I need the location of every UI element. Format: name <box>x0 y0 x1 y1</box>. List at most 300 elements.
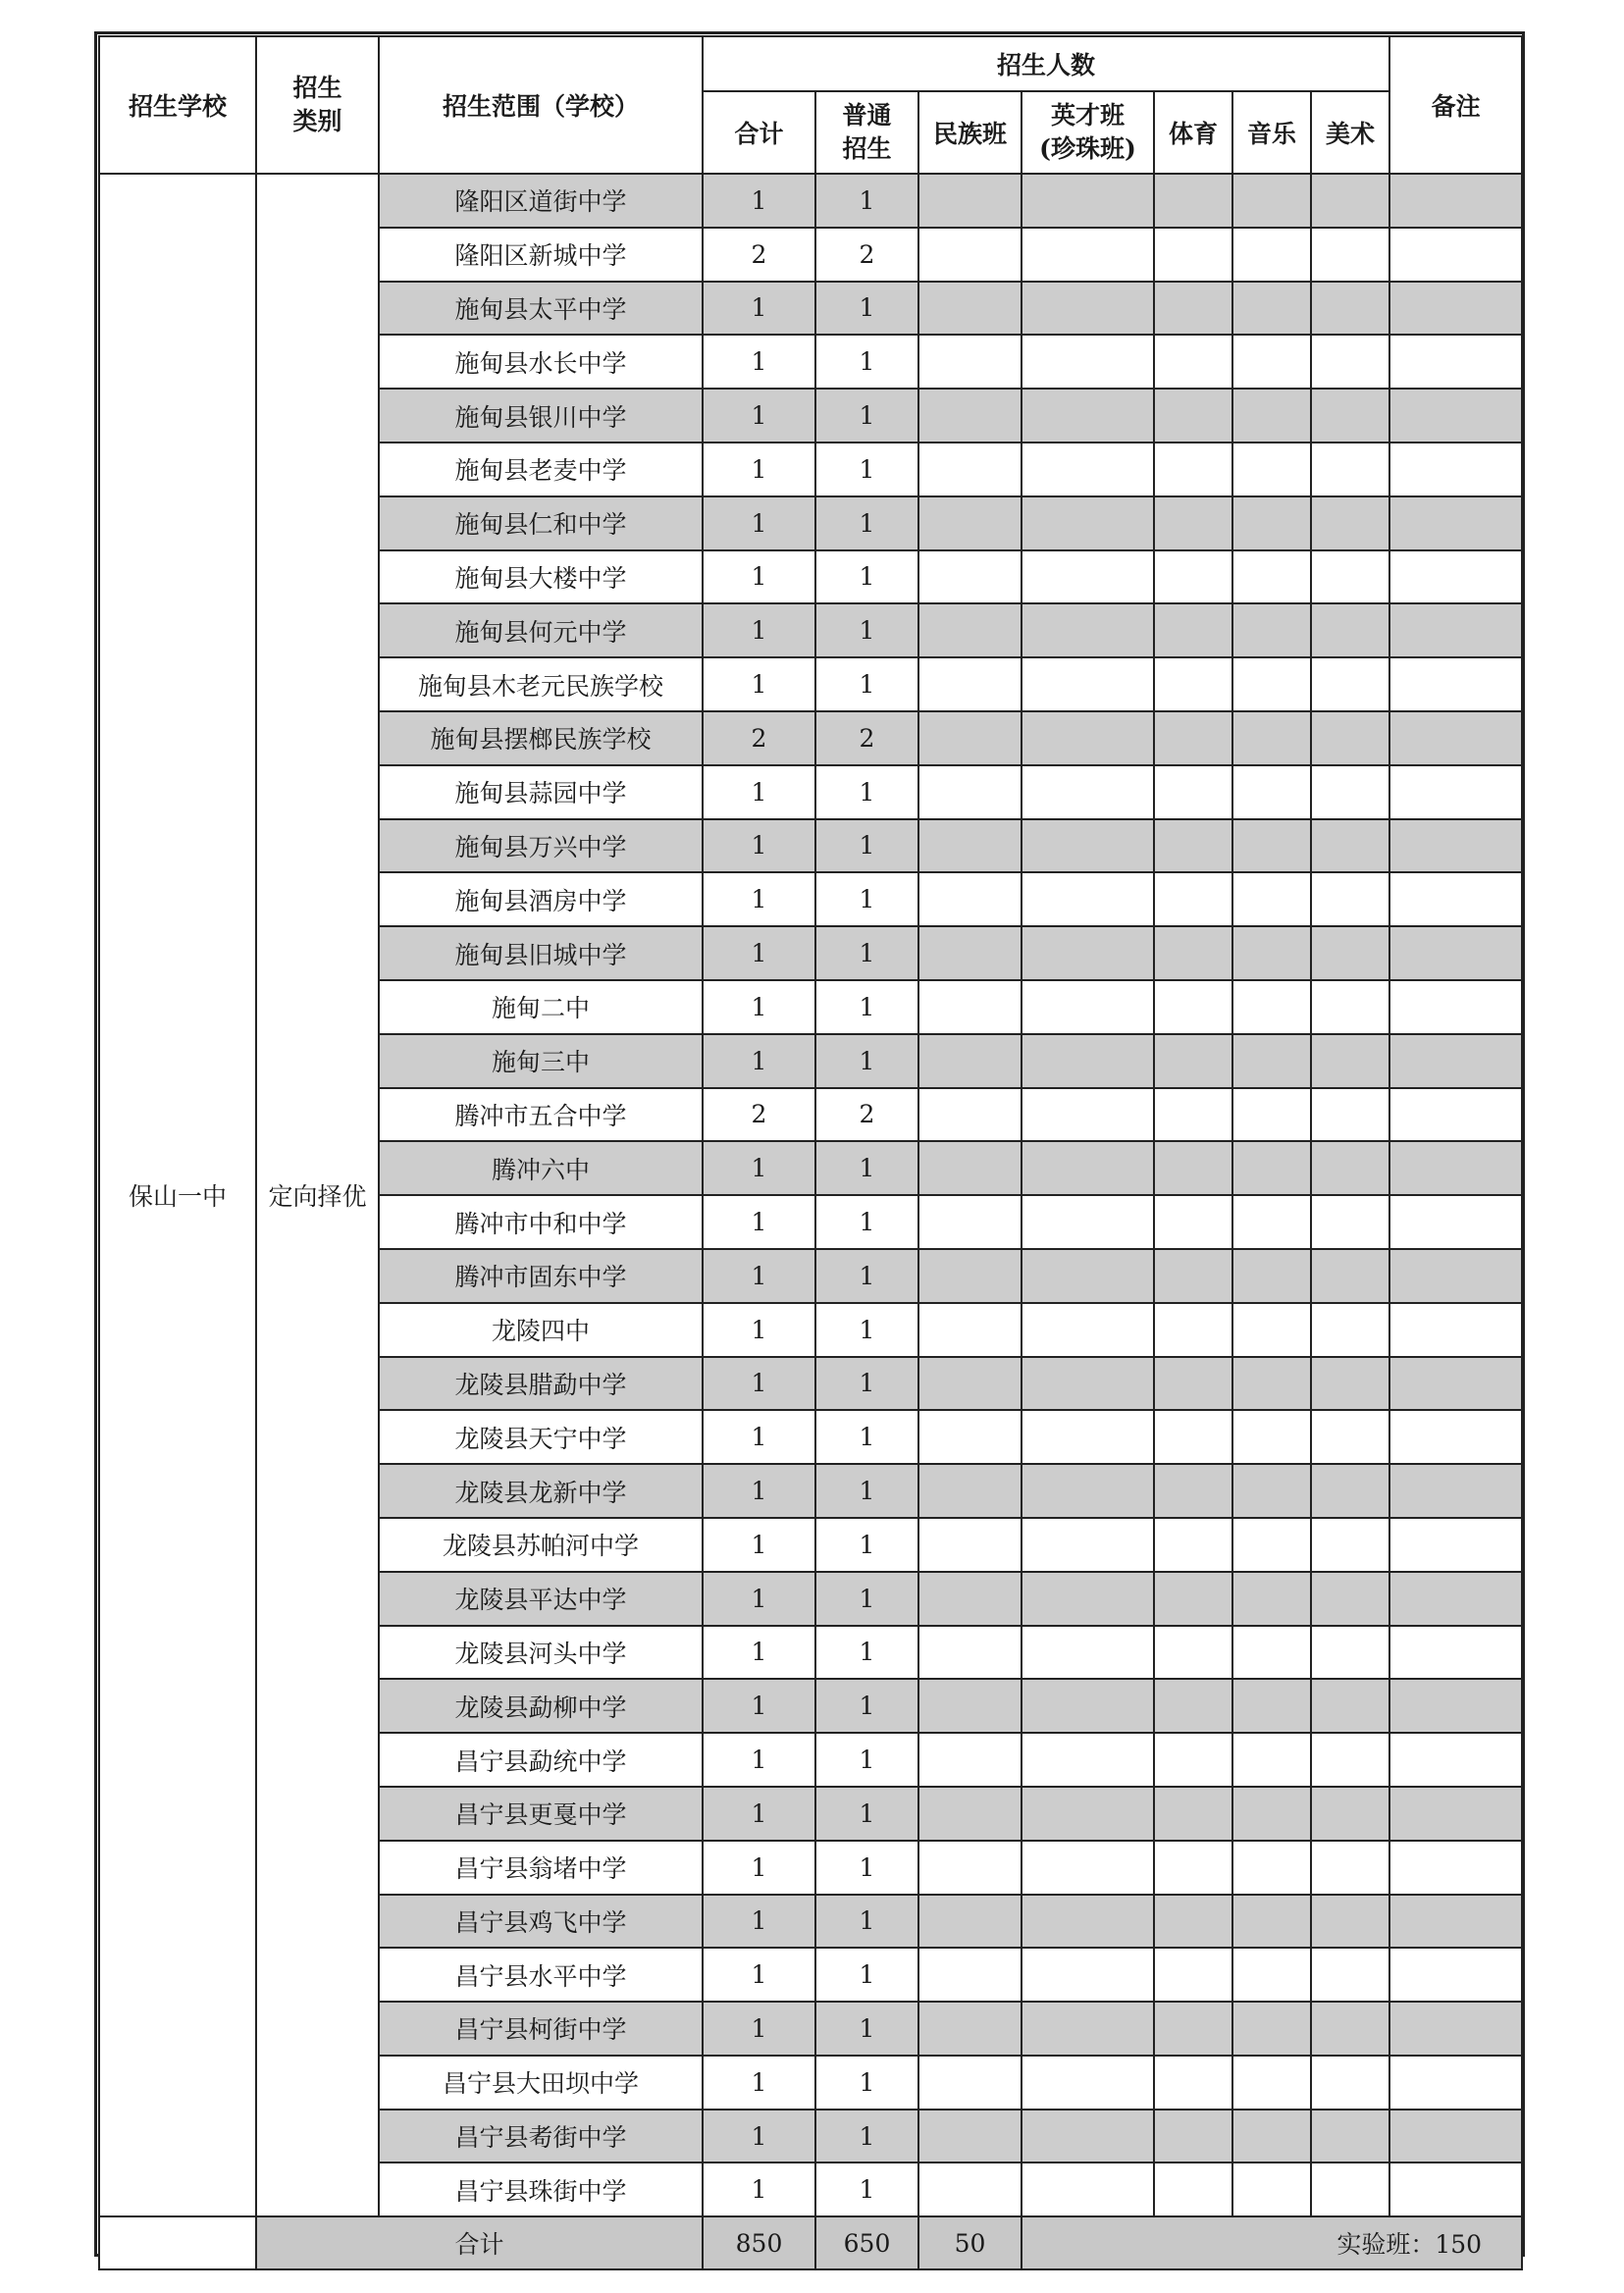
total-cell: 2 <box>703 1088 815 1142</box>
scope-school-cell: 龙陵县河头中学 <box>379 1626 703 1680</box>
general-cell: 1 <box>815 1626 918 1680</box>
header-col-music: 音乐 <box>1232 91 1311 174</box>
scope-school-cell: 龙陵县龙新中学 <box>379 1464 703 1518</box>
total-cell: 1 <box>703 872 815 926</box>
ethnic-cell <box>918 335 1022 389</box>
music-cell <box>1232 1034 1311 1088</box>
remarks-cell <box>1389 872 1522 926</box>
music-cell <box>1232 1464 1311 1518</box>
music-cell <box>1232 2163 1311 2216</box>
general-cell: 1 <box>815 1141 918 1195</box>
art-cell <box>1311 872 1389 926</box>
general-cell: 1 <box>815 765 918 819</box>
remarks-cell <box>1389 389 1522 443</box>
scope-school-cell: 施甸县太平中学 <box>379 282 703 336</box>
sports-cell <box>1154 819 1232 873</box>
art-cell <box>1311 926 1389 980</box>
music-cell <box>1232 1249 1311 1303</box>
header-school: 招生学校 <box>99 36 256 174</box>
music-cell <box>1232 335 1311 389</box>
art-cell <box>1311 174 1389 228</box>
scope-school-cell: 施甸县老麦中学 <box>379 443 703 496</box>
talent-cell <box>1022 550 1154 604</box>
remarks-cell <box>1389 1733 1522 1787</box>
scope-school-cell: 隆阳区新城中学 <box>379 228 703 282</box>
sports-cell <box>1154 1626 1232 1680</box>
music-cell <box>1232 603 1311 657</box>
remarks-cell <box>1389 443 1522 496</box>
sports-cell <box>1154 443 1232 496</box>
ethnic-cell <box>918 926 1022 980</box>
ethnic-cell <box>918 603 1022 657</box>
art-cell <box>1311 2002 1389 2056</box>
scope-school-cell: 施甸县木老元民族学校 <box>379 657 703 711</box>
talent-cell <box>1022 1357 1154 1411</box>
general-cell: 1 <box>815 1464 918 1518</box>
sports-cell <box>1154 1034 1232 1088</box>
sports-cell <box>1154 711 1232 765</box>
general-cell: 1 <box>815 1572 918 1626</box>
talent-cell <box>1022 872 1154 926</box>
remarks-cell <box>1389 657 1522 711</box>
general-cell: 1 <box>815 1249 918 1303</box>
remarks-cell <box>1389 1249 1522 1303</box>
total-cell: 1 <box>703 2056 815 2110</box>
remarks-cell <box>1389 1034 1522 1088</box>
ethnic-cell <box>918 1679 1022 1733</box>
ethnic-cell <box>918 496 1022 550</box>
art-cell <box>1311 1303 1389 1357</box>
ethnic-cell <box>918 1895 1022 1949</box>
header-category <box>256 36 379 174</box>
music-cell <box>1232 496 1311 550</box>
music-cell <box>1232 657 1311 711</box>
talent-cell <box>1022 926 1154 980</box>
ethnic-cell <box>918 1141 1022 1195</box>
total-cell: 1 <box>703 1518 815 1572</box>
total-cell: 1 <box>703 926 815 980</box>
category-cell: 定向择优 <box>256 174 379 2216</box>
ethnic-cell <box>918 1303 1022 1357</box>
art-cell <box>1311 1410 1389 1464</box>
total-ethnic-cell: 50 <box>918 2216 1022 2269</box>
remarks-cell <box>1389 1841 1522 1895</box>
talent-cell <box>1022 2163 1154 2216</box>
total-cell: 2 <box>703 228 815 282</box>
general-cell: 1 <box>815 1679 918 1733</box>
remarks-cell <box>1389 1626 1522 1680</box>
general-cell: 1 <box>815 1841 918 1895</box>
talent-cell <box>1022 1464 1154 1518</box>
header-col-total: 合计 <box>703 91 815 174</box>
sports-cell <box>1154 1357 1232 1411</box>
talent-cell <box>1022 228 1154 282</box>
music-cell <box>1232 1895 1311 1949</box>
header-col-talent-text: 英才班 (珍珠班) <box>1039 101 1136 163</box>
music-cell <box>1232 282 1311 336</box>
ethnic-cell <box>918 282 1022 336</box>
remarks-cell <box>1389 1679 1522 1733</box>
talent-cell <box>1022 1787 1154 1841</box>
general-cell: 2 <box>815 711 918 765</box>
music-cell <box>1232 228 1311 282</box>
total-cell: 1 <box>703 980 815 1034</box>
general-cell: 1 <box>815 1034 918 1088</box>
art-cell <box>1311 1141 1389 1195</box>
talent-cell <box>1022 443 1154 496</box>
total-cell: 1 <box>703 603 815 657</box>
talent-cell <box>1022 2056 1154 2110</box>
music-cell <box>1232 1679 1311 1733</box>
art-cell <box>1311 443 1389 496</box>
total-general-cell: 650 <box>815 2216 918 2269</box>
scope-school-cell: 施甸县摆榔民族学校 <box>379 711 703 765</box>
general-cell: 2 <box>815 228 918 282</box>
talent-cell <box>1022 335 1154 389</box>
talent-cell <box>1022 1518 1154 1572</box>
ethnic-cell <box>918 1464 1022 1518</box>
remarks-cell <box>1389 819 1522 873</box>
total-cell: 1 <box>703 2163 815 2216</box>
sports-cell <box>1154 1141 1232 1195</box>
ethnic-cell <box>918 389 1022 443</box>
table-row <box>99 174 1522 228</box>
art-cell <box>1311 711 1389 765</box>
talent-cell <box>1022 1733 1154 1787</box>
general-cell: 1 <box>815 496 918 550</box>
scope-school-cell: 施甸三中 <box>379 1034 703 1088</box>
art-cell <box>1311 603 1389 657</box>
scope-school-cell: 昌宁县耇街中学 <box>379 2110 703 2163</box>
sports-cell <box>1154 1948 1232 2002</box>
scope-school-cell: 隆阳区道街中学 <box>379 174 703 228</box>
ethnic-cell <box>918 711 1022 765</box>
general-cell: 1 <box>815 1787 918 1841</box>
music-cell <box>1232 1303 1311 1357</box>
sports-cell <box>1154 980 1232 1034</box>
general-cell: 1 <box>815 389 918 443</box>
ethnic-cell <box>918 2110 1022 2163</box>
sports-cell <box>1154 1464 1232 1518</box>
music-cell <box>1232 174 1311 228</box>
total-cell: 1 <box>703 1357 815 1411</box>
general-cell: 1 <box>815 2110 918 2163</box>
ethnic-cell <box>918 1195 1022 1249</box>
general-cell: 1 <box>815 1410 918 1464</box>
ethnic-cell <box>918 1787 1022 1841</box>
music-cell <box>1232 1787 1311 1841</box>
scope-school-cell: 施甸县何元中学 <box>379 603 703 657</box>
art-cell <box>1311 980 1389 1034</box>
music-cell <box>1232 389 1311 443</box>
scope-school-cell: 昌宁县大田坝中学 <box>379 2056 703 2110</box>
music-cell <box>1232 872 1311 926</box>
scope-school-cell: 施甸县旧城中学 <box>379 926 703 980</box>
total-cell: 1 <box>703 1464 815 1518</box>
art-cell <box>1311 1195 1389 1249</box>
music-cell <box>1232 1572 1311 1626</box>
scope-school-cell: 腾冲六中 <box>379 1141 703 1195</box>
music-cell <box>1232 1948 1311 2002</box>
talent-cell <box>1022 1249 1154 1303</box>
scope-school-cell: 龙陵县天宁中学 <box>379 1410 703 1464</box>
talent-cell <box>1022 819 1154 873</box>
music-cell <box>1232 1357 1311 1411</box>
general-cell: 1 <box>815 1948 918 2002</box>
music-cell <box>1232 1626 1311 1680</box>
remarks-cell <box>1389 228 1522 282</box>
header-col-talent <box>1022 91 1154 174</box>
header-col-sports: 体育 <box>1154 91 1232 174</box>
art-cell <box>1311 282 1389 336</box>
general-cell: 1 <box>815 174 918 228</box>
general-cell: 1 <box>815 1303 918 1357</box>
general-cell: 1 <box>815 872 918 926</box>
music-cell <box>1232 765 1311 819</box>
remarks-cell <box>1389 1088 1522 1142</box>
music-cell <box>1232 550 1311 604</box>
total-cell: 1 <box>703 2110 815 2163</box>
total-cell: 1 <box>703 550 815 604</box>
total-cell: 1 <box>703 657 815 711</box>
total-cell: 1 <box>703 1626 815 1680</box>
sports-cell <box>1154 1410 1232 1464</box>
header-category-text: 招生 类别 <box>292 74 342 135</box>
sports-cell <box>1154 1088 1232 1142</box>
total-cell: 1 <box>703 1895 815 1949</box>
ethnic-cell <box>918 765 1022 819</box>
remarks-cell <box>1389 335 1522 389</box>
remarks-cell <box>1389 496 1522 550</box>
music-cell <box>1232 1088 1311 1142</box>
school-cell: 保山一中 <box>99 174 256 2216</box>
art-cell <box>1311 1464 1389 1518</box>
scope-school-cell: 昌宁县柯街中学 <box>379 2002 703 2056</box>
talent-cell <box>1022 1088 1154 1142</box>
total-cell: 1 <box>703 282 815 336</box>
scope-school-cell: 昌宁县珠街中学 <box>379 2163 703 2216</box>
total-cell: 1 <box>703 1787 815 1841</box>
ethnic-cell <box>918 550 1022 604</box>
talent-cell <box>1022 2110 1154 2163</box>
scope-school-cell: 施甸县酒房中学 <box>379 872 703 926</box>
talent-cell <box>1022 1895 1154 1949</box>
sports-cell <box>1154 335 1232 389</box>
art-cell <box>1311 765 1389 819</box>
sports-cell <box>1154 1249 1232 1303</box>
ethnic-cell <box>918 2002 1022 2056</box>
art-cell <box>1311 1948 1389 2002</box>
scope-school-cell: 腾冲市中和中学 <box>379 1195 703 1249</box>
art-cell <box>1311 2163 1389 2216</box>
scope-school-cell: 施甸县蒜园中学 <box>379 765 703 819</box>
ethnic-cell <box>918 1088 1022 1142</box>
sports-cell <box>1154 1195 1232 1249</box>
sports-cell <box>1154 2163 1232 2216</box>
general-cell: 1 <box>815 1357 918 1411</box>
art-cell <box>1311 819 1389 873</box>
ethnic-cell <box>918 1948 1022 2002</box>
general-cell: 1 <box>815 335 918 389</box>
scope-school-cell: 昌宁县更戛中学 <box>379 1787 703 1841</box>
art-cell <box>1311 1034 1389 1088</box>
ethnic-cell <box>918 1626 1022 1680</box>
ethnic-cell <box>918 1357 1022 1411</box>
total-cell: 1 <box>703 496 815 550</box>
total-cell: 1 <box>703 1034 815 1088</box>
remarks-cell <box>1389 2002 1522 2056</box>
scope-school-cell: 昌宁县鸡飞中学 <box>379 1895 703 1949</box>
remarks-cell <box>1389 1464 1522 1518</box>
total-sum-cell: 850 <box>703 2216 815 2269</box>
ethnic-cell <box>918 174 1022 228</box>
music-cell <box>1232 1195 1311 1249</box>
header-col-general <box>815 91 918 174</box>
remarks-cell <box>1389 1357 1522 1411</box>
art-cell <box>1311 1733 1389 1787</box>
sports-cell <box>1154 228 1232 282</box>
scope-school-cell: 龙陵县腊勐中学 <box>379 1357 703 1411</box>
scope-school-cell: 昌宁县水平中学 <box>379 1948 703 2002</box>
sports-cell <box>1154 496 1232 550</box>
general-cell: 1 <box>815 443 918 496</box>
sports-cell <box>1154 657 1232 711</box>
art-cell <box>1311 1895 1389 1949</box>
remarks-cell <box>1389 711 1522 765</box>
talent-cell <box>1022 1195 1154 1249</box>
scope-school-cell: 昌宁县勐统中学 <box>379 1733 703 1787</box>
art-cell <box>1311 1357 1389 1411</box>
total-cell: 1 <box>703 2002 815 2056</box>
art-cell <box>1311 1088 1389 1142</box>
music-cell <box>1232 1841 1311 1895</box>
general-cell: 1 <box>815 282 918 336</box>
remarks-cell <box>1389 174 1522 228</box>
art-cell <box>1311 389 1389 443</box>
ethnic-cell <box>918 1034 1022 1088</box>
general-cell: 1 <box>815 1195 918 1249</box>
general-cell: 1 <box>815 2056 918 2110</box>
talent-cell <box>1022 711 1154 765</box>
sports-cell <box>1154 1518 1232 1572</box>
art-cell <box>1311 1626 1389 1680</box>
sports-cell <box>1154 1733 1232 1787</box>
scope-school-cell: 施甸二中 <box>379 980 703 1034</box>
talent-cell <box>1022 1626 1154 1680</box>
scope-school-cell: 施甸县万兴中学 <box>379 819 703 873</box>
sports-cell <box>1154 1572 1232 1626</box>
sports-cell <box>1154 2002 1232 2056</box>
enrollment-table-sheet <box>98 35 1521 2270</box>
remarks-cell <box>1389 1787 1522 1841</box>
scope-school-cell: 龙陵四中 <box>379 1303 703 1357</box>
header-remarks: 备注 <box>1389 36 1522 174</box>
table-body <box>99 174 1522 2269</box>
music-cell <box>1232 819 1311 873</box>
sports-cell <box>1154 926 1232 980</box>
sports-cell <box>1154 282 1232 336</box>
total-cell: 1 <box>703 335 815 389</box>
talent-cell <box>1022 1841 1154 1895</box>
talent-cell <box>1022 657 1154 711</box>
talent-cell <box>1022 1141 1154 1195</box>
art-cell <box>1311 1572 1389 1626</box>
art-cell <box>1311 1787 1389 1841</box>
sports-cell <box>1154 1679 1232 1733</box>
ethnic-cell <box>918 443 1022 496</box>
remarks-cell <box>1389 2110 1522 2163</box>
ethnic-cell <box>918 980 1022 1034</box>
remarks-cell <box>1389 2056 1522 2110</box>
music-cell <box>1232 711 1311 765</box>
total-cell: 1 <box>703 1141 815 1195</box>
remarks-cell <box>1389 603 1522 657</box>
total-cell: 1 <box>703 389 815 443</box>
talent-cell <box>1022 1679 1154 1733</box>
total-cell: 1 <box>703 1948 815 2002</box>
header-col-general-text: 普通 招生 <box>842 101 892 163</box>
total-experimental-cell: 实验班：150 <box>1022 2216 1522 2269</box>
scope-school-cell: 龙陵县勐柳中学 <box>379 1679 703 1733</box>
music-cell <box>1232 2056 1311 2110</box>
talent-cell <box>1022 1572 1154 1626</box>
music-cell <box>1232 443 1311 496</box>
total-cell: 1 <box>703 1410 815 1464</box>
total-cell: 1 <box>703 765 815 819</box>
music-cell <box>1232 980 1311 1034</box>
general-cell: 1 <box>815 1733 918 1787</box>
sports-cell <box>1154 765 1232 819</box>
music-cell <box>1232 1141 1311 1195</box>
talent-cell <box>1022 1034 1154 1088</box>
scope-school-cell: 施甸县水长中学 <box>379 335 703 389</box>
sports-cell <box>1154 2056 1232 2110</box>
music-cell <box>1232 2110 1311 2163</box>
general-cell: 1 <box>815 550 918 604</box>
remarks-cell <box>1389 1518 1522 1572</box>
total-cell: 1 <box>703 1303 815 1357</box>
total-cell: 1 <box>703 443 815 496</box>
remarks-cell <box>1389 550 1522 604</box>
art-cell <box>1311 496 1389 550</box>
total-cell: 2 <box>703 711 815 765</box>
remarks-cell <box>1389 2163 1522 2216</box>
remarks-cell <box>1389 926 1522 980</box>
art-cell <box>1311 1518 1389 1572</box>
remarks-cell <box>1389 1895 1522 1949</box>
talent-cell <box>1022 765 1154 819</box>
ethnic-cell <box>918 1249 1022 1303</box>
sports-cell <box>1154 872 1232 926</box>
ethnic-cell <box>918 228 1022 282</box>
talent-cell <box>1022 603 1154 657</box>
general-cell: 1 <box>815 819 918 873</box>
ethnic-cell <box>918 1410 1022 1464</box>
total-cell: 1 <box>703 1841 815 1895</box>
remarks-cell <box>1389 980 1522 1034</box>
header-count-group: 招生人数 <box>703 36 1389 91</box>
music-cell <box>1232 926 1311 980</box>
header-scope: 招生范围（学校） <box>379 36 703 174</box>
remarks-cell <box>1389 1948 1522 2002</box>
total-cell: 1 <box>703 819 815 873</box>
total-cell: 1 <box>703 1572 815 1626</box>
remarks-cell <box>1389 1572 1522 1626</box>
sports-cell <box>1154 1841 1232 1895</box>
sports-cell <box>1154 603 1232 657</box>
ethnic-cell <box>918 657 1022 711</box>
general-cell: 1 <box>815 1895 918 1949</box>
